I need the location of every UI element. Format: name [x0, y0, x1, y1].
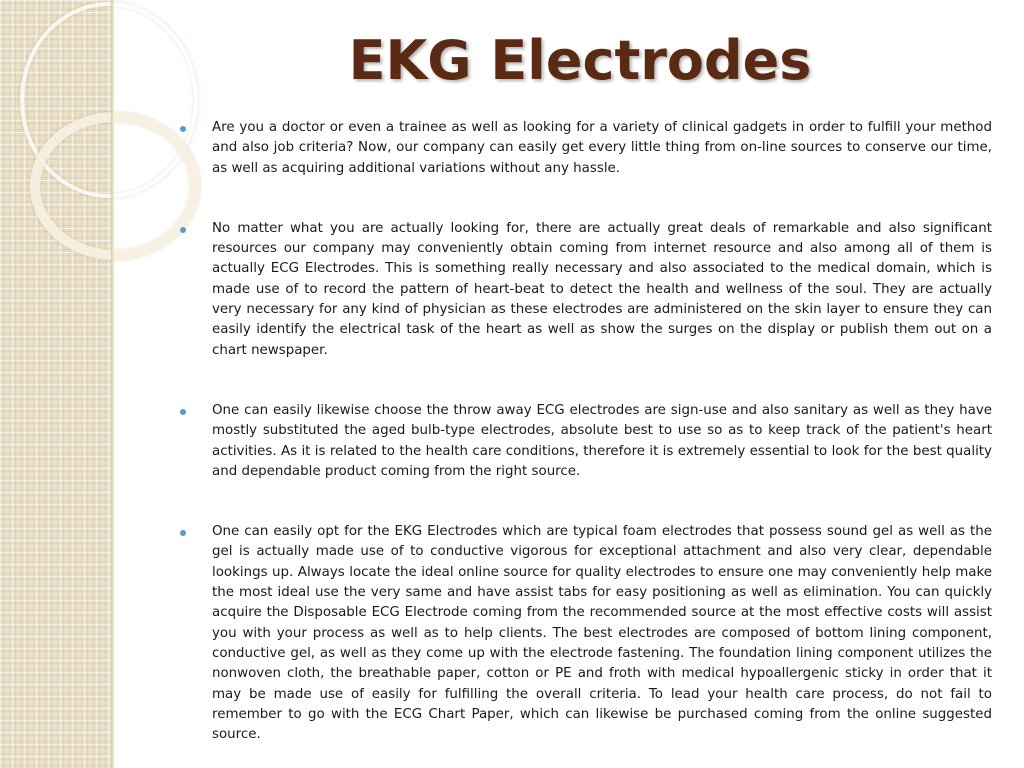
bullet-dot-icon [180, 227, 186, 233]
bullet-dot-icon [180, 126, 186, 132]
bullet-text: One can easily opt for the EKG Electrodes which are typical foam electrodes that possess sound gel as well as the gel is actually made use of to conductive vigorous for exceptional attachment and also very clear, dependable lookings up. Always locate the ideal online source for quality electrodes to ensure one may conveniently help make the most ideal use the very same and have assist tabs for easy positioning as well as elimination. You can quickly acquire the Disposable ECG Electrode coming from the recommended source at the most effective costs will assist you with your process as well as to help clients. The best electrodes are composed of bottom lining component, conductive gel, as well as they come up with the electrode fastening. The foundation lining component utilizes the nonwoven cloth, the breathable paper, cotton or PE and froth with medical hypoallergenic sticky in order that it may be made use of easily for fulfilling the overall criteria. To lead your health care process, do not fail to remember to go with the ECG Chart Paper, which can likewise be purchased coming from the online suggested source. [212, 524, 992, 743]
bullet-text: Are you a doctor or even a trainee as well as looking for a variety of clinical gadgets in order to fulfill your method and also job criteria? Now, our company can easily get every little thing from on-line sources to conserve our time, as well as acquiring additional variations without any hassle. [212, 120, 992, 176]
decorative-ring-middle [30, 112, 200, 260]
bullet-item [180, 401, 992, 482]
bullet-item [180, 118, 992, 179]
bullet-dot-icon [180, 530, 186, 536]
bullet-text: One can easily likewise choose the throw away ECG electrodes are sign-use and also sanitary as well as they have mostly substituted the aged bulb-type electrodes, absolute best to use so as to keep track of the patient's heart activities. As it is related to the health care conditions, therefore it is extremely essential to look for the best quality and dependable product coming from the right source. [212, 402, 992, 479]
bullet-item [180, 219, 992, 361]
bullet-dot-icon [180, 409, 186, 415]
bullet-list [180, 118, 992, 745]
side-band-edge [111, 0, 114, 768]
bullet-text: No matter what you are actually looking for, there are actually great deals of remarkable and also significant resources our company may conveniently obtain coming from internet resource and also among all of them is actually ECG Electrodes. This is something really necessary and also associated to the medical domain, which is made use of to record the pattern of heart-beat to detect the health and wellness of the soul. They are actually very necessary for any kind of physician as these electrodes are administered on the skin layer to ensure they can easily identify the electrical task of the heart as well as show the surges on the display or publish them out on a chart newspaper. [212, 220, 992, 358]
slide-title: EKG Electrodes [348, 29, 812, 92]
bullet-item [180, 522, 992, 745]
